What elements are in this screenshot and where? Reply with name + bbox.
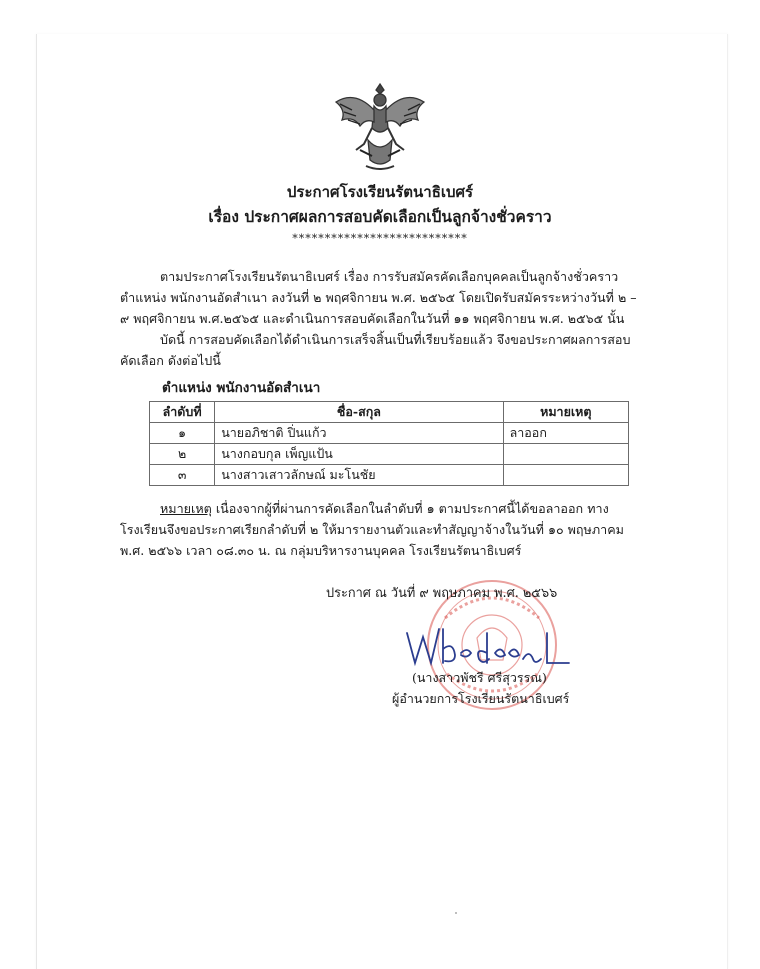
row-order: ๓ — [150, 465, 215, 486]
announcement-subject: เรื่อง ประกาศผลการสอบคัดเลือกเป็นลูกจ้างชั่วคราว — [208, 207, 552, 226]
table-row — [150, 465, 629, 486]
separator-stars: *************************** — [292, 232, 468, 245]
announcement-title: ประกาศโรงเรียนรัตนาธิเบศร์ — [286, 183, 474, 201]
body-paragraph-2: บัดนี้ การสอบคัดเลือกได้ดำเนินการเสร็จสิ้นเป็นที่เรียบร้อยแล้ว จึงขอประกาศผลการสอบคัดเลือก ดังต่อไปนี้ — [120, 332, 631, 368]
row-remark: ลาออก — [503, 423, 628, 444]
table-row — [150, 444, 629, 465]
note-paragraph — [120, 498, 640, 561]
row-remark — [503, 465, 628, 486]
row-order: ๒ — [150, 444, 215, 465]
table-header-row — [150, 402, 629, 423]
results-table — [149, 401, 629, 486]
note-text: เนื่องจากผู้ที่ผ่านการคัดเลือกในลำดับที่ ๑ ตามประกาศนี้ได้ขอลาออก ทางโรงเรียนจึงขอประกาศเรียกลำดับที่ ๒ ให้มารายงานตัวและทำสัญญาจ้างในวันที่ ๑๐ พฤษภาคม พ.ศ. ๒๕๖๖ เวลา ๐๘.๓๐ น. ณ กลุ่มบริหารงานบุคคล โรงเรียนรัตนาธิเบศร์ — [120, 501, 624, 558]
body-paragraph-1: ตามประกาศโรงเรียนรัตนาธิเบศร์ เรื่อง การรับสมัครคัดเลือกบุคคลเป็นลูกจ้างชั่วคราว ตำแหน่ง พนักงานอัดสำเนา ลงวันที่ ๒ พฤศจิกายน พ.ศ. ๒๕๖๕ โดยเปิดรับสมัครระหว่างวันที่ ๒ – ๙ พฤศจิกายน พ.ศ.๒๕๖๕ และดำเนินการสอบคัดเลือกในวันที่ ๑๑ พฤศจิกายน พ.ศ. ๒๕๖๕ นั้น — [120, 269, 637, 326]
row-order: ๑ — [150, 423, 215, 444]
signer-name: (นางสาวพัชรี ศรีสุวรรณ) — [412, 670, 547, 685]
column-header-remark: หมายเหตุ — [503, 402, 628, 423]
announcement-date: ประกาศ ณ วันที่ ๙ พฤษภาคม พ.ศ. ๒๕๖๖ — [326, 586, 558, 601]
page-speck — [455, 912, 457, 914]
row-name: นายอภิชาติ ปิ่นแก้ว — [215, 423, 503, 444]
column-header-name: ชื่อ-สกุล — [215, 402, 503, 423]
position-heading: ตำแหน่ง พนักงานอัดสำเนา — [162, 380, 321, 396]
note-label: หมายเหตุ — [160, 501, 212, 516]
table-row — [150, 423, 629, 444]
row-name: นางสาวเสาวลักษณ์ มะโนชัย — [215, 465, 503, 486]
garuda-emblem-icon — [330, 80, 430, 172]
column-header-order: ลำดับที่ — [150, 402, 215, 423]
handwritten-signature — [403, 619, 573, 671]
row-name: นางกอบกุล เพ็ญแป้น — [215, 444, 503, 465]
signer-role: ผู้อำนวยการโรงเรียนรัตนาธิเบศร์ — [392, 691, 570, 706]
row-remark — [503, 444, 628, 465]
